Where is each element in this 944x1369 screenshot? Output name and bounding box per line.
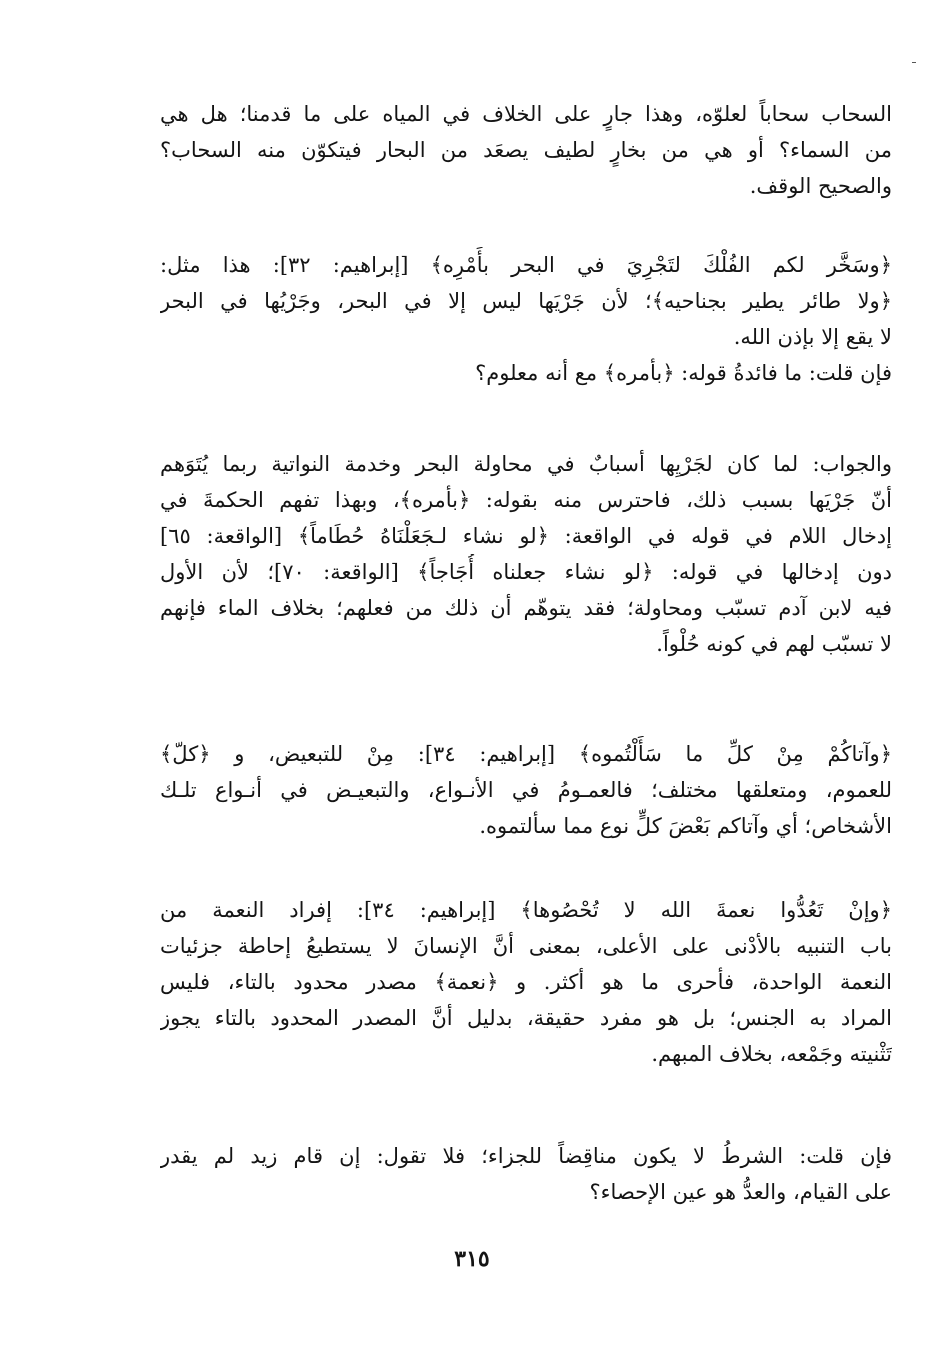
text-line: لا يقع إلا بإذن الله. xyxy=(733,325,892,349)
text-line: فإن قلت: الشرطُ لا يكون مناقِضاً للجزاء؛ فلا تقول: إن قام زيد لم يقدر xyxy=(160,1144,892,1168)
text-line: لا تسبّب لهم في كونه حُلْواً. xyxy=(656,632,892,656)
paragraph xyxy=(160,1138,892,1210)
paragraph xyxy=(160,736,892,844)
scan-speck xyxy=(912,62,916,63)
text-line: للعموم، ومتعلقها مختلف؛ فالعمـومُ في الأنـواع، والتبعيـض في أنـواع تلـك xyxy=(160,778,892,802)
text-line: من السماء؟ أو هي من بخارٍ لطيف يصعَد من البحار فيتكوّن منه السحاب؟ xyxy=(160,138,892,162)
paragraph xyxy=(160,446,892,662)
paragraph xyxy=(160,892,892,1072)
text-line: المراد به الجنس؛ بل هو مفرد حقيقة، بدليل أنَّ المصدر المحدود بالتاء يجوز xyxy=(160,1006,892,1030)
text-line: النعمة الواحدة، فأحرى ما هو أكثر. و ﴿نعمة﴾ مصدر محدود بالتاء، فليس xyxy=(160,970,892,994)
text-line: دون إدخالها في قوله: ﴿لو نشاء جعلناه أُجَاجاً﴾ [الواقعة: ٧٠]؛ لأن الأول xyxy=(160,560,892,584)
text-line: ﴿وإنْ تَعُدُّوا نعمةَ الله لا تُحْصُوها﴾ [إبراهيم: ٣٤]: إفراد النعمة من xyxy=(160,898,892,922)
text-line: فإن قلت: ما فائدةُ قوله: ﴿بأمره﴾ مع أنه معلوم؟ xyxy=(475,361,892,385)
page-number: ٣١٥ xyxy=(454,1246,490,1272)
paragraph xyxy=(160,96,892,204)
text-line: الأشخاص؛ أي وآتاكم بَعْضَ كلٍّ نوع مما سألتموه. xyxy=(479,814,892,838)
text-line: والجواب: لما كان لجَرْيِها أسبابٌ في محاولة البحر وخدمة النواتية ربما يُتَوَهم xyxy=(160,452,892,476)
text-line: السحاب سحاباً لعلوّه، وهذا جارٍ على الخلاف في المياه على ما قدمنا؛ هل هي xyxy=(160,102,892,126)
text-line: أنّ جَرْيَها بسبب ذلك، فاحترس منه بقوله: ﴿بأمره﴾، وبهذا تفهم الحكمةَ في xyxy=(160,488,892,512)
text-line: على القيام، والعدُّ هو عين الإحصاء؟ xyxy=(589,1180,892,1204)
text-line: ﴿وآتاكُمْ مِنْ كلِّ ما سَأَلْتُموه﴾ [إبراهيم: ٣٤]: مِنْ للتبعيض، و ﴿كلّ﴾ xyxy=(160,742,892,766)
text-line: ﴿ولا طائر يطير بجناحيه﴾؛ لأن جَرْيَها ليس إلا في البحر، وجَرْيُها في البحر xyxy=(160,289,892,313)
text-line: إدخال اللام في قوله في الواقعة: ﴿لو نشاء لـجَعَلْنَاهُ حُطَاماً﴾ [الواقعة: ٦٥] xyxy=(160,524,892,548)
text-line: باب التنبيه بالأدْنى على الأعلى، بمعنى أنَّ الإنسانَ لا يستطيعُ إحاطة جزئيات xyxy=(160,934,892,958)
text-line: ﴿وسَخَّر لكم الفُلْكَ لتَجْرِيَ في البحر بأَمْرِه﴾ [إبراهيم: ٣٢]: هذا مثل: xyxy=(160,253,892,277)
text-line: والصحيح الوقف. xyxy=(749,174,892,198)
paragraph xyxy=(160,247,892,391)
text-line: فيه لابن آدم تسبّب ومحاولة؛ فقد يتوهّم أن ذلك من فعلهم؛ بخلاف الماء فإنهم xyxy=(160,596,892,620)
text-line: تَثْنيته وجَمْعه، بخلاف المبهم. xyxy=(651,1042,892,1066)
